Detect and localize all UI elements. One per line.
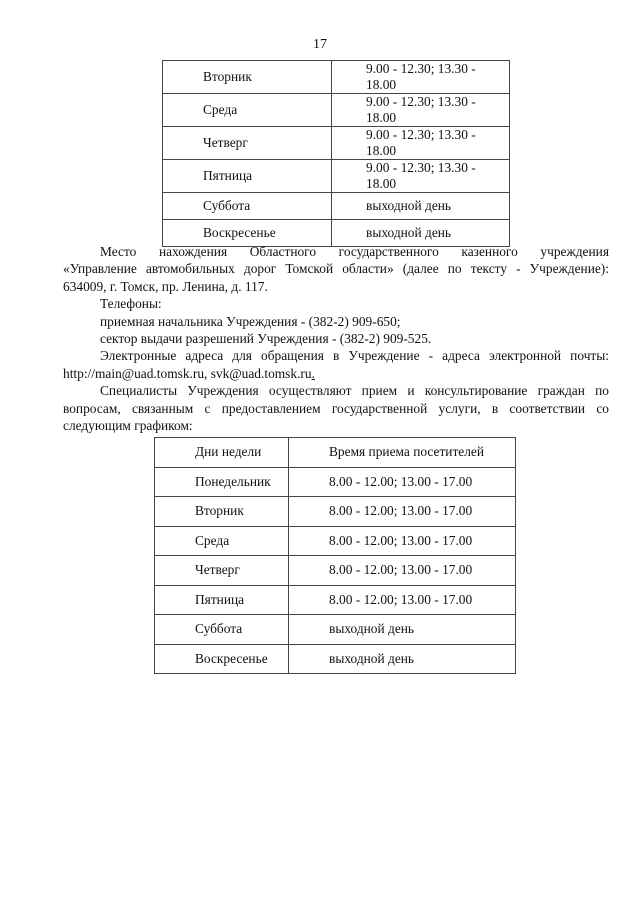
email-intro: Электронные адреса для обращения в Учреждение - адреса электронной почты: [100,348,609,364]
email-link-main[interactable]: http://main@uad.tomsk.ru [63,365,205,381]
phone-line: сектор выдачи разрешений Учреждения - (382-2) 909-525. [100,331,432,347]
table-row [155,585,516,615]
table-row [155,556,516,586]
table-cell-day: Четверг [155,556,289,586]
table-row [155,497,516,527]
table-cell-day: Понедельник [155,467,289,497]
table-row [163,193,510,220]
table-cell-day: Вторник [155,497,289,527]
table-cell-time: 8.00 - 12.00; 13.00 - 17.00 [289,467,516,497]
location-line: Место нахождения Областного государственного казенного учреждения [100,244,609,259]
table-cell-day: Четверг [163,127,332,160]
table-cell-time: 9.00 - 12.30; 13.30 - 18.00 [332,127,510,160]
table-row [163,127,510,160]
table-cell-day: Среда [163,94,332,127]
location-line: «Управление автомобильных дорог Томской области» (далее по тексту - Учреждение): [63,261,609,277]
table-header-row [155,438,516,468]
table-cell-time: 8.00 - 12.00; 13.00 - 17.00 [289,497,516,527]
table-row [163,160,510,193]
table-cell-day: Среда [155,526,289,556]
table-cell-day: Суббота [163,193,332,220]
specialists-line: Специалисты Учреждения осуществляют прием и консультирование граждан по [100,383,609,399]
table-cell-time: выходной день [332,193,510,220]
email-separator: , [204,365,211,381]
page-number: 17 [313,37,327,52]
table-row [155,644,516,674]
table-cell-time: 8.00 - 12.00; 13.00 - 17.00 [289,526,516,556]
table-row [163,61,510,94]
table-cell-day: Вторник [163,61,332,94]
table-row [155,467,516,497]
table-cell-time: 9.00 - 12.30; 13.30 - 18.00 [332,94,510,127]
table-row [155,615,516,645]
table-cell-time: выходной день [332,220,510,247]
table-cell-time: выходной день [289,615,516,645]
table-cell-day: Воскресенье [155,644,289,674]
table-header-day: Дни недели [155,438,289,468]
specialists-line: следующим графиком: [63,418,193,434]
table-cell-time: 9.00 - 12.30; 13.30 - 18.00 [332,160,510,193]
table-cell-time: выходной день [289,644,516,674]
table-row [163,94,510,127]
schedule-table-top [162,60,510,247]
specialists-line: вопросам, связанным с предоставлением государственной услуги, в соответствии со [63,400,609,416]
phone-line: приемная начальника Учреждения - (382-2) 909-650; [100,313,401,329]
location-line: 634009, г. Томск, пр. Ленина, д. 117. [63,278,268,294]
phones-title: Телефоны: [100,296,162,312]
body-text [63,243,609,434]
table-cell-time: 8.00 - 12.00; 13.00 - 17.00 [289,585,516,615]
table-row [155,526,516,556]
schedule-table-bottom [154,437,516,674]
table-cell-time: 8.00 - 12.00; 13.00 - 17.00 [289,556,516,586]
email-link-svk[interactable]: svk@uad.tomsk.ru [210,365,312,381]
table-cell-time: 9.00 - 12.30; 13.30 - 18.00 [332,61,510,94]
table-cell-day: Пятница [163,160,332,193]
table-cell-day: Воскресенье [163,220,332,247]
table-cell-day: Суббота [155,615,289,645]
table-header-time: Время приема посетителей [289,438,516,468]
email-line [63,365,609,382]
email-end: . [311,365,315,381]
table-cell-day: Пятница [155,585,289,615]
